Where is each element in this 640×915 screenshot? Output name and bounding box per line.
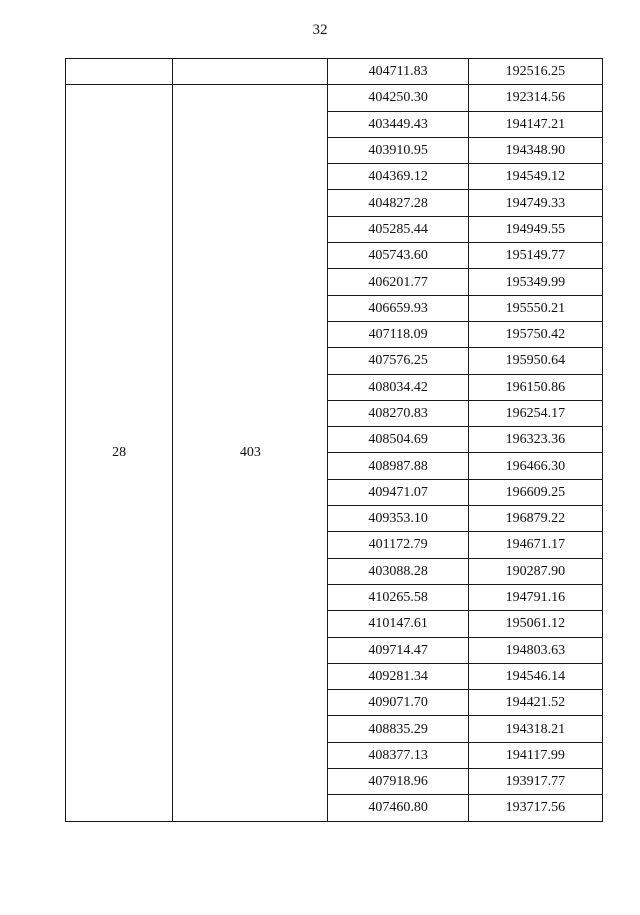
x-coordinate-cell: 407576.25 — [328, 348, 468, 374]
x-coordinate-cell: 409353.10 — [328, 506, 468, 532]
y-coordinate-cell: 194791.16 — [468, 584, 602, 610]
coordinates-table — [65, 58, 603, 822]
x-coordinate-cell: 408377.13 — [328, 742, 468, 768]
y-coordinate-cell: 192516.25 — [468, 59, 602, 85]
table-body — [66, 59, 603, 822]
y-coordinate-cell: 195750.42 — [468, 321, 602, 347]
y-coordinate-cell: 194147.21 — [468, 111, 602, 137]
x-coordinate-cell: 408504.69 — [328, 427, 468, 453]
row-number-cell: 28 — [66, 85, 173, 821]
x-coordinate-cell: 408987.88 — [328, 453, 468, 479]
page-number: 32 — [312, 22, 328, 38]
y-coordinate-cell: 194318.21 — [468, 716, 602, 742]
y-coordinate-cell: 194546.14 — [468, 663, 602, 689]
y-coordinate-cell: 194421.52 — [468, 690, 602, 716]
x-coordinate-cell: 405743.60 — [328, 243, 468, 269]
x-coordinate-cell: 404369.12 — [328, 164, 468, 190]
x-coordinate-cell: 404250.30 — [328, 85, 468, 111]
x-coordinate-cell: 409714.47 — [328, 637, 468, 663]
x-coordinate-cell: 410265.58 — [328, 584, 468, 610]
x-coordinate-cell: 403449.43 — [328, 111, 468, 137]
y-coordinate-cell: 195950.64 — [468, 348, 602, 374]
y-coordinate-cell: 192314.56 — [468, 85, 602, 111]
x-coordinate-cell: 406201.77 — [328, 269, 468, 295]
y-coordinate-cell: 194348.90 — [468, 137, 602, 163]
y-coordinate-cell: 195550.21 — [468, 295, 602, 321]
y-coordinate-cell: 194117.99 — [468, 742, 602, 768]
x-coordinate-cell: 407918.96 — [328, 769, 468, 795]
x-coordinate-cell: 408835.29 — [328, 716, 468, 742]
parcel-cell — [173, 59, 328, 85]
y-coordinate-cell: 196254.17 — [468, 400, 602, 426]
parcel-cell: 403 — [173, 85, 328, 821]
y-coordinate-cell: 194803.63 — [468, 637, 602, 663]
y-coordinate-cell: 194549.12 — [468, 164, 602, 190]
y-coordinate-cell: 196323.36 — [468, 427, 602, 453]
y-coordinate-cell: 196466.30 — [468, 453, 602, 479]
y-coordinate-cell: 196879.22 — [468, 506, 602, 532]
x-coordinate-cell: 408270.83 — [328, 400, 468, 426]
x-coordinate-cell: 404827.28 — [328, 190, 468, 216]
x-coordinate-cell: 403910.95 — [328, 137, 468, 163]
y-coordinate-cell: 190287.90 — [468, 558, 602, 584]
x-coordinate-cell: 401172.79 — [328, 532, 468, 558]
x-coordinate-cell: 409471.07 — [328, 479, 468, 505]
x-coordinate-cell: 405285.44 — [328, 216, 468, 242]
x-coordinate-cell: 406659.93 — [328, 295, 468, 321]
x-coordinate-cell: 409281.34 — [328, 663, 468, 689]
x-coordinate-cell: 409071.70 — [328, 690, 468, 716]
y-coordinate-cell: 195149.77 — [468, 243, 602, 269]
row-number-cell — [66, 59, 173, 85]
y-coordinate-cell: 196150.86 — [468, 374, 602, 400]
y-coordinate-cell: 196609.25 — [468, 479, 602, 505]
y-coordinate-cell: 193717.56 — [468, 795, 602, 821]
y-coordinate-cell: 193917.77 — [468, 769, 602, 795]
y-coordinate-cell: 195349.99 — [468, 269, 602, 295]
x-coordinate-cell: 407118.09 — [328, 321, 468, 347]
table-row — [66, 59, 603, 85]
y-coordinate-cell: 194671.17 — [468, 532, 602, 558]
table-row — [66, 85, 603, 111]
x-coordinate-cell: 403088.28 — [328, 558, 468, 584]
y-coordinate-cell: 194949.55 — [468, 216, 602, 242]
x-coordinate-cell: 408034.42 — [328, 374, 468, 400]
x-coordinate-cell: 407460.80 — [328, 795, 468, 821]
x-coordinate-cell: 410147.61 — [328, 611, 468, 637]
y-coordinate-cell: 195061.12 — [468, 611, 602, 637]
x-coordinate-cell: 404711.83 — [328, 59, 468, 85]
y-coordinate-cell: 194749.33 — [468, 190, 602, 216]
